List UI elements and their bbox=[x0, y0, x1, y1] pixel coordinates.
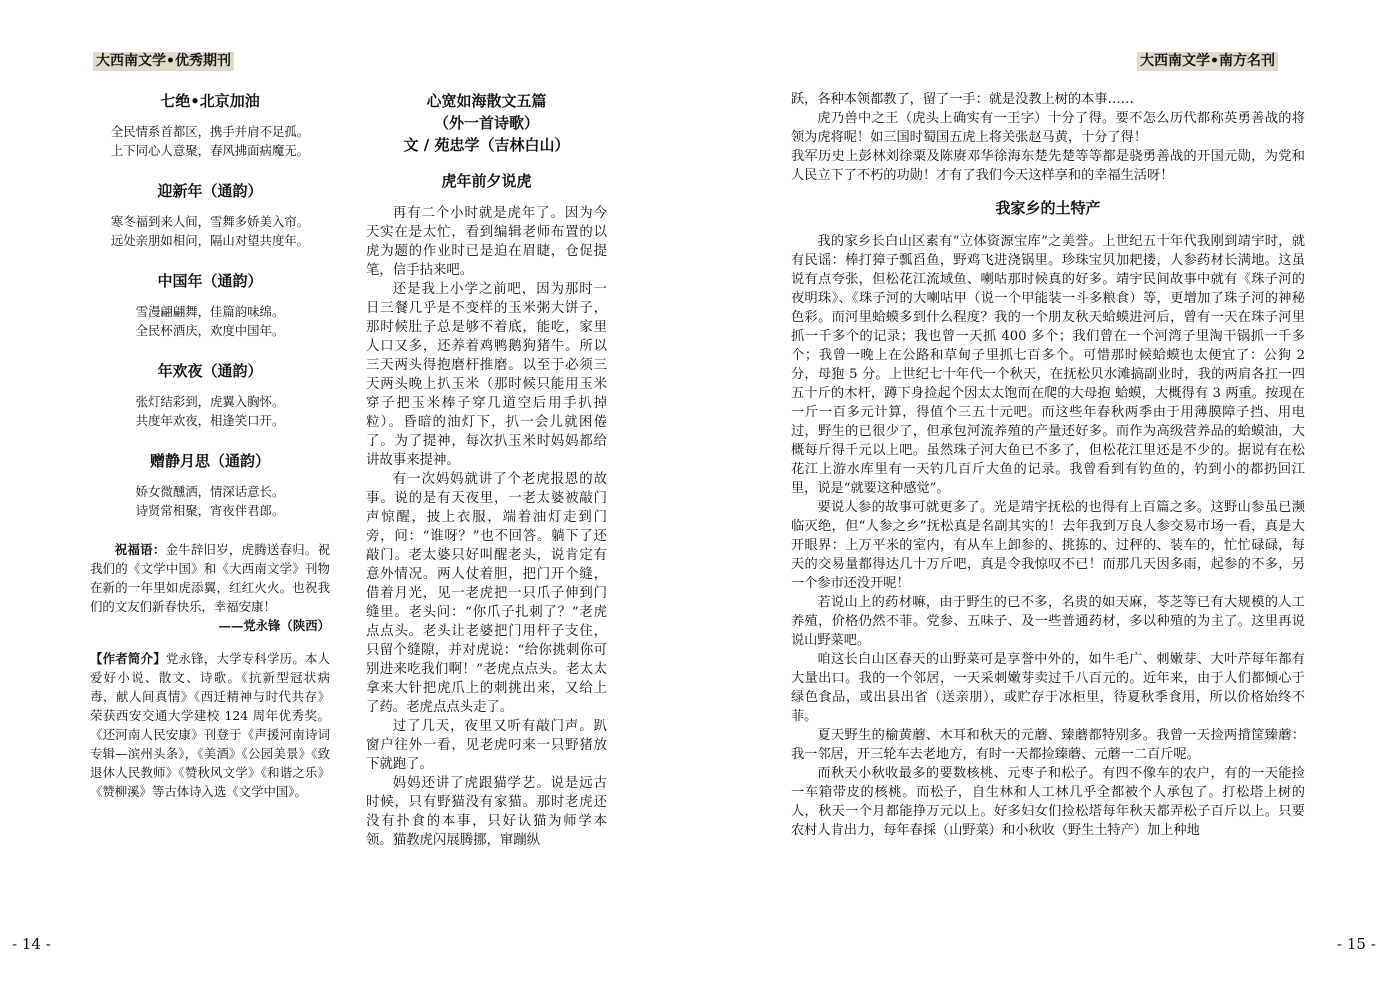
poem-line: 全民情系首都区，携手并肩不足孤。 bbox=[110, 124, 310, 139]
poem-title: 七绝•北京加油 bbox=[160, 92, 260, 110]
poem bbox=[90, 90, 330, 160]
paragraph: 而秋天小秋收最多的要数核桃、元枣子和松子。有四不像车的农户，有的一天能捡一车箱带皮的核桃。而松子，自生林和人工林几乎全都被个人承包了。打松塔上树的人，秋天一个月都能挣万元以上。好多妇女们捡松塔每年秋天都弄松子百斤以上。只要农村人肯出力，每年春採（山野菜）和小秋收（野生土特产）加上种地 bbox=[791, 766, 1305, 838]
bio-text: 党永锋，大学专科学历。本人爱好小说、散文、诗歌。《抗新型冠状病毒，献人间真情》《西迁精神与时代共存》荣获西安交通大学建校 124 周年优秀奖。《还河南人民安康》刊登于《声援河南诗词专辑—滨州头条》，《美酒》《公园美景》《致退休人民教师》《赞秋风文学》《和谐之乐》《赞柳溪》等古体诗入选《文学中国》。 bbox=[90, 651, 331, 799]
poem-line: 共度年欢夜，相逢笑口开。 bbox=[135, 413, 285, 428]
poem-title: 中国年（通韵） bbox=[157, 272, 263, 290]
blessing-text: 金牛辞旧岁，虎腾送春归。祝我们的《文学中国》和《大西南文学》刊物在新的一年里如虎添翼，红红火火。也祝我们的文友们新春快乐，幸福安康！ bbox=[90, 542, 330, 614]
header-right-banner: 大西南文学•南方名刊 bbox=[1137, 52, 1278, 71]
poem-line: 娇女微醺洒，情深话意长。 bbox=[135, 484, 285, 499]
section-title: 我家乡的土特产 bbox=[995, 199, 1101, 217]
article-subtitle: （外一首诗歌） bbox=[433, 114, 539, 132]
poem-line: 雪漫翩翩舞，佳篇韵味绵。 bbox=[135, 304, 285, 319]
poem-title: 迎新年（通韵） bbox=[157, 182, 263, 200]
poem bbox=[90, 180, 330, 250]
paragraph: 还是我上小学之前吧，因为那时一日三餐几乎是不变样的玉米粥大饼子，那时候肚子总是够不着底，能吃，家里人口又多，还养着鸡鸭鹅狗猪牛。所以三天两头得抱磨杆推磨。以至于必须三天两头晚上扒玉米（那时候只能用玉米穿子把玉米棒子穿几道空后用手扒掉粒）。昏暗的油灯下，扒一会儿就困倦了。为了提神，每次扒玉米时妈妈都给讲故事来提神。 bbox=[366, 282, 607, 468]
paragraph: 咱这长白山区春天的山野菜可是享誉中外的，如牛毛广、刺嫩芽、大叶芹每年都有大量出口。我的一个邻居，一天采刺嫩芽卖过千八百元的。近年来，由于人们都倾心于绿色食品，或出县出省（送亲朋），或贮存于冰柜里，待夏秋季食用，所以价格始终不菲。 bbox=[791, 652, 1305, 724]
paragraph: 虎乃兽中之王（虎头上确实有一王字）十分了得。要不怎么历代都称英勇善战的将领为虎将呢！如三国时蜀国五虎上将关张赵马黄，十分了得！ bbox=[791, 111, 1305, 145]
blessing-paragraph bbox=[90, 540, 330, 616]
paragraph: 夏天野生的榆黄蘑、木耳和秋天的元蘑、臻蘑都特别多。我曾一天捡两揹筐臻蘑：我一邻居，开三轮车去老地方，有时一天都捡臻蘑、元蘑一二百斤呢。 bbox=[791, 728, 1305, 762]
paragraph: 有一次妈妈就讲了个老虎报恩的故事。说的是有天夜里，一老太婆被敲门声惊醒，披上衣服，端着油灯走到门旁，问：“谁呀？”也不回答。躺下了还敲门。老太婆只好叫醒老头，说肯定有意外情况。两人仗着胆，把门开个缝，借着月光，见一老虎把一只爪子伸到门缝里。老头问：“你爪子扎刺了？”老虎点点头。老头让老婆把门用杆子支住，只留个缝隙，并对虎说：“给你挑刺你可别进来吃我们啊！”老虎点点头。老太太拿来大针把虎爪上的刺挑出来，又给上了药。老虎点点头走了。 bbox=[366, 472, 607, 715]
page-number-left: - 14 - bbox=[12, 935, 51, 953]
article-column bbox=[366, 90, 607, 850]
poem-title: 赠静月思（通韵） bbox=[149, 452, 270, 470]
poems-column bbox=[90, 90, 330, 801]
poem bbox=[90, 450, 330, 520]
paragraph: 再有二个小时就是虎年了。因为今天实在是太忙，看到编辑老师布置的以虎为题的作业时已是迫在眉睫，仓促提笔，信手拈来吧。 bbox=[366, 206, 607, 278]
poem-line: 寒冬福到来人间，雪舞多娇美入帘。 bbox=[110, 214, 310, 229]
paragraph: 若说山上的药材嘛，由于野生的已不多，名贵的如天麻，苓芝等已有大规模的人工养殖，价格仍然不菲。党参、五味子、及一些普通药材，多以种殖的为主了。这里再说说山野菜吧。 bbox=[791, 595, 1305, 648]
page-number-right: - 15 - bbox=[1337, 935, 1376, 953]
author-bio bbox=[90, 649, 330, 801]
paragraph: 妈妈还讲了虎跟猫学艺。说是远古时候，只有野猫没有家猫。那时老虎还没有扑食的本事，只好认猫为师学本领。猫教虎闪展腾挪，窜蹦纵 bbox=[366, 776, 607, 848]
blessing-label: 祝福语： bbox=[114, 542, 166, 557]
header-left-banner: 大西南文学•优秀期刊 bbox=[93, 52, 234, 71]
poem-line: 远处亲朋如相问，隔山对望共度年。 bbox=[110, 233, 310, 248]
poem-line: 诗贤常相聚，宵夜伴君郎。 bbox=[135, 503, 285, 518]
poem-line: 全民杯酒庆，欢度中国年。 bbox=[135, 323, 285, 338]
paragraph: 要说人参的故事可就更多了。光是靖宇抚松的也得有上百篇之多。这野山参虽已濒临灭绝，但“人参之乡”抚松真是名副其实的！去年我到万良人参交易市场一看，真是大开眼界：上万平米的室内，有从车上卸参的、挑拣的、过秤的、装车的，忙忙碌碌，每天的交易量都得达几十万斤吧，真是令我惊叹不已！而那几天因多雨，起参的不多，另一个参市还没开呢！ bbox=[791, 500, 1305, 591]
bio-label: 【作者简介】 bbox=[90, 651, 166, 666]
article-title: 心宽如海散文五篇 bbox=[426, 92, 547, 110]
section-title: 虎年前夕说虎 bbox=[441, 172, 532, 190]
poem bbox=[90, 270, 330, 340]
paragraph: 过了几天，夜里又听有敲门声。趴窗户往外一看，见老虎叼来一只野猪放下就跑了。 bbox=[366, 719, 607, 772]
poem-line: 上下同心人意聚，春风拂面病魔无。 bbox=[110, 143, 310, 158]
paragraph: 我的家乡长白山区素有“立体资源宝库”之美誉。上世纪五十年代我刚到靖宇时，就有民谣：棒打獐子瓢舀鱼，野鸡飞进浇锅里。珍珠宝贝加耙搂，人参药材长满地。这虽说有点夸张，但松花江流域鱼、喇咕那时候真的好多。靖宇民间故事中就有《珠子河的夜明珠》、《珠子河的大喇咕甲（说一个甲能装一斗多粮食）等，更增加了珠子河的神秘色彩。而河里蛤蟆多到什么程度？我的一个朋友秋天蛤蟆进河后，曾有一天在珠子河里抓一千多个的记录；我也曾一天抓 400 多个；我们曾在一个河湾子里淘干锅抓一千多个；我曾一晚上在公路和草甸子里抓七百多个。可惜那时候蛤蟆也太便宜了：公狗 2 分，母狍 5 分。上世纪七十年代一个秋天，在抚松贝水滩搞副业时，我的两肩各扛一四五十斤的木杆，蹲下身捡起个因太太饱而在爬的大母抱 蛤蟆，大概得有 3 两重。按现在一斤一百多元计算，得值个三五十元吧。而这些年春秋两季由于用薄膜障子挡、用电过，野生的已很少了，但承包河流养殖的产量还好多。而作为高级营养品的蛤蟆油，大概每斤得千元以上吧。虽然珠子河大鱼已不多了，但松花江里还是不少的。据说有在松花江上游水库里有一天钓几百斤大鱼的记录。我曾看到有钓鱼的，钓到小的都扔回江里，说是“就要这种感觉”。 bbox=[791, 234, 1305, 496]
poem-title: 年欢夜（通韵） bbox=[157, 362, 263, 380]
poem bbox=[90, 360, 330, 430]
right-page-column bbox=[791, 90, 1305, 840]
paragraph: 我军历史上彭林刘徐粟及陈赓邓华徐海东楚先楚等等都是骁勇善战的开国元勋，为党和人民立下了不朽的功勋！才有了我们今天这样享和的幸福生活呀！ bbox=[791, 149, 1305, 183]
paragraph: 跃，各种本领都教了，留了一手：就是没教上树的本事…… bbox=[791, 92, 1134, 107]
poem-line: 张灯结彩到，虎翼入胸怀。 bbox=[135, 394, 285, 409]
blessing-signature: ——党永锋（陕西） bbox=[218, 618, 330, 633]
article-author: 文 / 苑忠学（吉林白山） bbox=[403, 136, 570, 154]
